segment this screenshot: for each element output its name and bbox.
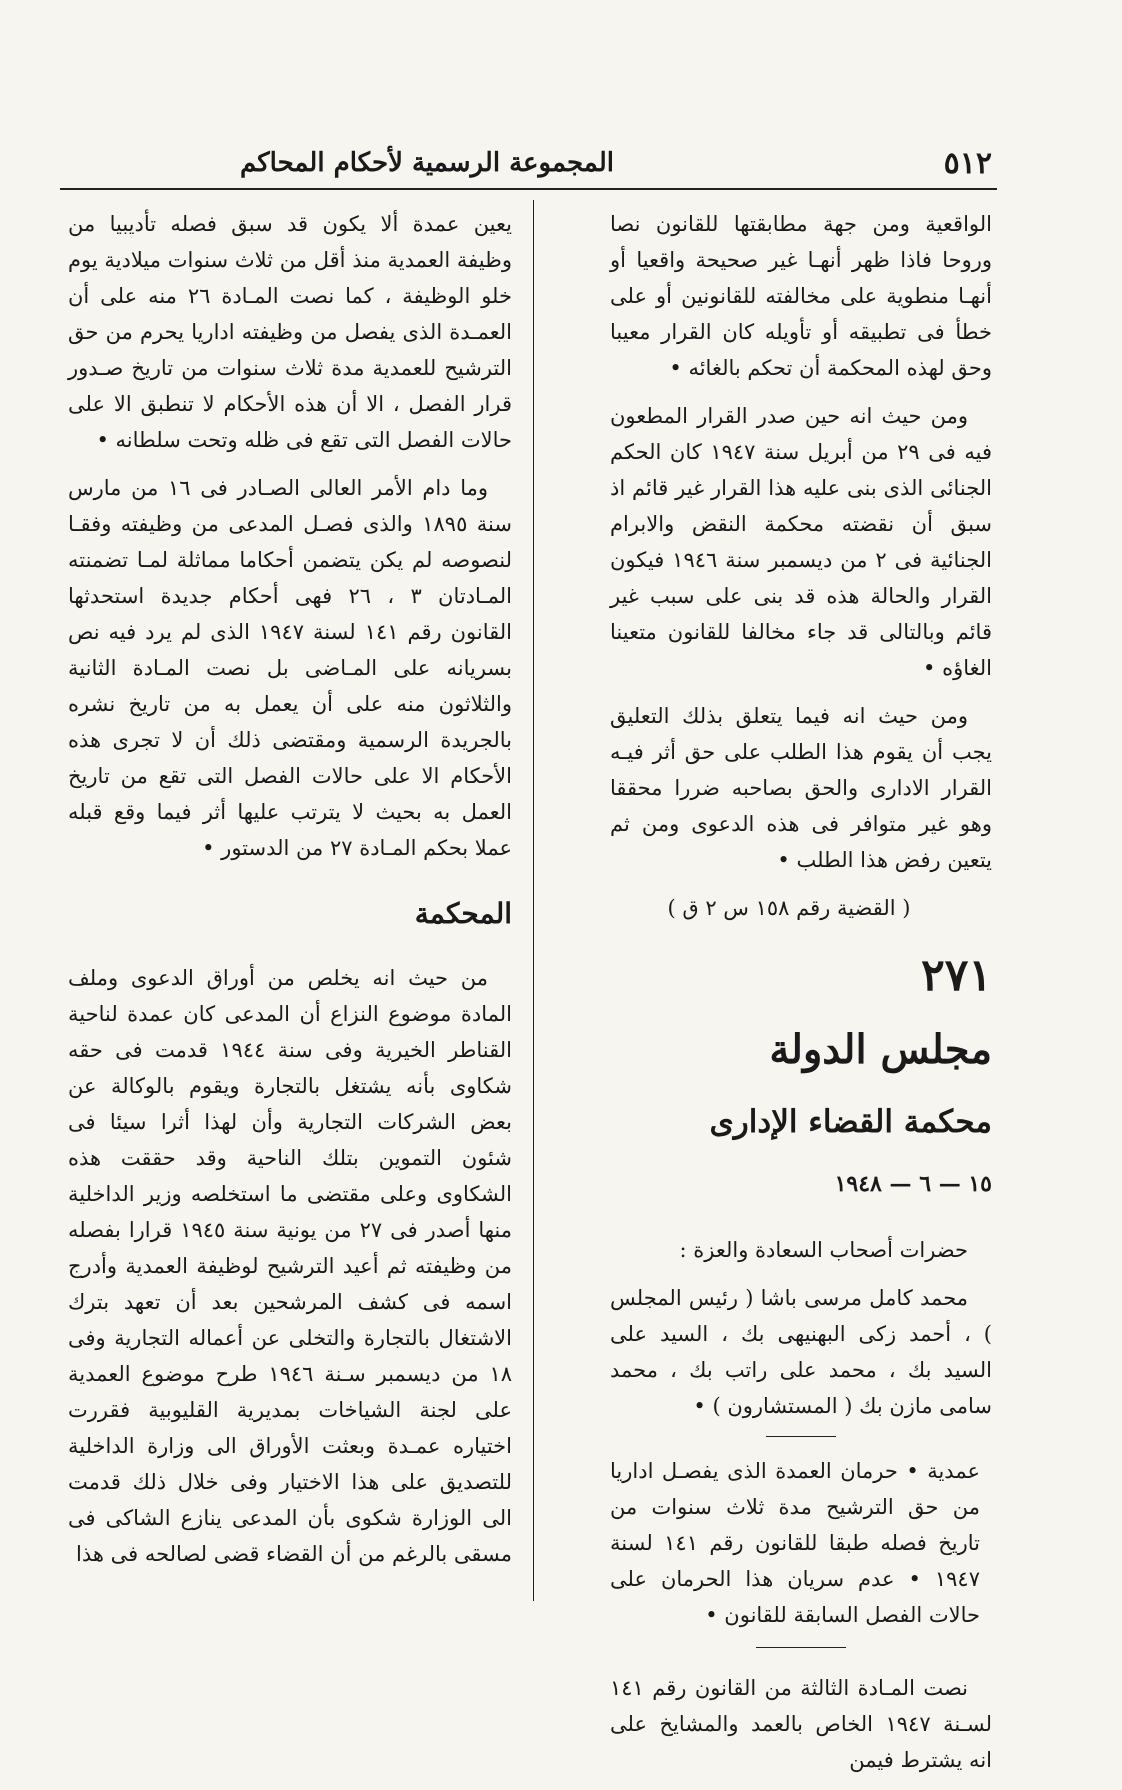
separator-rule [756, 1647, 846, 1648]
paragraph: ومن حيث انه فيما يتعلق بذلك التعليق يجب أن يقوم هذا الطلب على حق أثر فيـه القرار الادارى والحق بصاحبه ضررا محققا وهو غير متوافر فى هذه الدعوى ومن ثم يتعين رفض هذا الطلب • [610, 704, 992, 872]
judgment-date: ١٥ — ٦ — ١٩٤٨ [834, 1171, 992, 1197]
summary-block [610, 1453, 992, 1633]
case-number: ٢٧١ [921, 950, 992, 1001]
separator-rule [766, 1436, 836, 1437]
page-number: ٥١٢ [943, 145, 992, 181]
paragraph: من حيث انه يخلص من أوراق الدعوى وملف المادة موضوع النزاع أن المدعى كان عمدة لناحية القناطر الخيرية وفى سنة ١٩٤٤ قدمت فى حقه شكاوى بأنه يشتغل بالتجارة ويقوم بالوكالة عن بعض الشركات التجارية وأن لهذا أثرا سيئا فى شئون التموين بتلك الناحية وقد حققت هذه الشكاوى وعلى مقتضى ما استخلصه وزير الداخلية منها أصدر فى ٢٧ من يونية سنة ١٩٤٥ قرارا بفصله من وظيفته ثم أعيد الترشيح لوظيفة العمدية وأدرج اسمه فى كشف المرشحين بعد أن تعهد بترك الاشتغال بالتجارة والتخلى عن أعماله التجارية وفى ١٨ من ديسمبر سـنة ١٩٤٦ طرح موضوع العمدية على لجنة الشياخات بمديرية القليوبية فقررت اختياره عمـدة وبعثت الأوراق الى وزارة الداخلية للتصديق على هذا الاختيار وفى خلال ذلك قدمت الى الوزارة شكوى بأن المدعى ينازع الشاكى فى مسقى بالرغم من أن القضاء قضى لصالحه فى هذا [68, 966, 512, 1566]
page-header [60, 143, 992, 183]
running-title: المجموعة الرسمية لأحكام المحاكم [240, 148, 614, 178]
paragraph: نصت المـادة الثالثة من القانون رقم ١٤١ لسـنة ١٩٤٧ الخاص بالعمد والمشايخ على انه يشترط فيمن [610, 1676, 992, 1772]
authority-title: مجلس الدولة [769, 1026, 992, 1073]
column-divider [533, 200, 534, 1601]
left-column [68, 206, 512, 1584]
paragraph: وما دام الأمر العالى الصـادر فى ١٦ من مارس سنة ١٨٩٥ والذى فصـل المدعى من وظيفته وفقـا لنصوصه لم يكن يتضمن أحكاما مماثلة لمـا تضمنته المـادتان ٣ ، ٢٦ فهى أحكام جديدة استحدثها القانون رقم ١٤١ لسنة ١٩٤٧ الذى لم يرد فيه نص بسريانه على المـاضى بل نصت المـادة الثانية والثلاثون منه على أن يعمل به من تاريخ نشره بالجريدة الرسمية ومقتضى ذلك أن لا تجرى هذه الأحكام الا على حالات الفصل التى تقع من تاريخ العمل به بحيث لا يترتب عليها أثر فيما وقع قبله عملا بحكم المـادة ٢٧ من الدستور • [68, 476, 512, 860]
bench-members: محمد كامل مرسى باشا ( رئيس المجلس ) ، أحمد زكى البهنيهى بك ، السيد على السيد بك ، محمد على راتب بك ، محمد سامى مازن بك ( المستشارون ) • [610, 1286, 992, 1418]
right-column [610, 206, 992, 1790]
section-title: المحكمة [414, 897, 512, 930]
paragraph: الواقعية ومن جهة مطابقتها للقانون نصا وروحا فاذا ظهر أنهـا غير صحيحة واقعيا أو أنهـا منطوية على مخالفته للقانونين أو على خطأ فى تطبيقه أو تأويله كان القرار معيبا وحق لهذه المحكمة أن تحكم بالغائه • [610, 212, 992, 380]
court-title: محكمة القضاء الإدارى [709, 1104, 992, 1140]
summary-text: عمدية • حرمان العمدة الذى يفصـل اداريا من حق الترشيح مدة ثلاث سنوات من تاريخ فصله طبقا للقانون رقم ١٤١ لسنة ١٩٤٧ • عدم سريان هذا الحرمان على حالات الفصل السابقة للقانون • [610, 1459, 980, 1627]
bench-intro: حضرات أصحاب السعادة والعزة : [679, 1238, 968, 1262]
paragraph: يعين عمدة ألا يكون قد سبق فصله تأديبيا من وظيفة العمدية منذ أقل من ثلاث سنوات ميلادية يوم خلو الوظيفة ، كما نصت المـادة ٢٦ منه على أن العمـدة الذى يفصل من وظيفته اداريا يحرم من حق الترشيح للعمدية مدة ثلاث سنوات من تاريخ صـدور قرار الفصل ، الا أن هذه الأحكام لا تنطبق الا على حالات الفصل التى تقع فى ظله وتحت سلطانه • [68, 212, 512, 452]
case-reference: ( القضية رقم ١٥٨ س ٢ ق ) [667, 896, 911, 920]
header-rule [60, 188, 997, 190]
paragraph: ومن حيث انه حين صدر القرار المطعون فيه فى ٢٩ من أبريل سنة ١٩٤٧ كان الحكم الجنائى الذى بنى عليه هذا القرار غير قائم اذ سبق أن نقضته محكمة النقض والابرام الجنائية فى ٢ من ديسمبر سنة ١٩٤٦ فيكون القرار والحالة هذه قد بنى على سبب غير قائم وبالتالى قد جاء مخالفا للقانون متعينا الغاؤه • [610, 404, 993, 680]
